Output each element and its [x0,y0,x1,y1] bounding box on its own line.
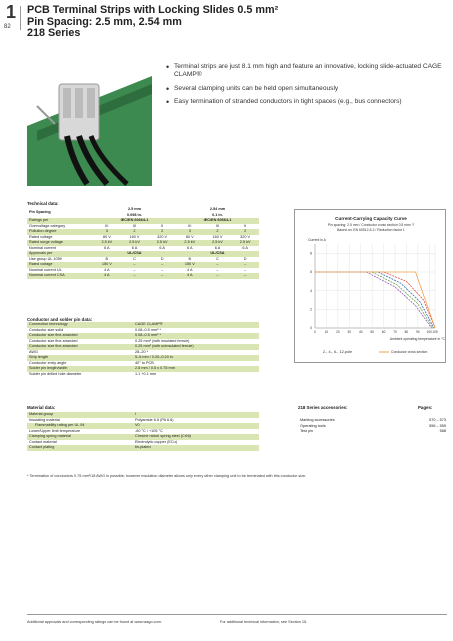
row-value: Chrome nickel spring steel (CrNi) [135,434,191,438]
cell: 6 A [131,245,138,250]
current-capacity-chart [295,210,447,364]
pin-spacing-label: Pin Spacing [29,209,51,214]
ratings-label: Ratings per [29,218,49,222]
cell: – [216,273,219,277]
cell: III [105,223,109,228]
cell: – [133,267,136,272]
row-value: Electrolytic copper (ECu) [135,439,177,444]
cell: 320 V [240,234,251,239]
chart-box [294,209,446,363]
series-line [315,272,435,328]
col-b-sub: 0.1 in. [212,212,223,217]
accessories-table [298,418,448,435]
cell: 2.5 kV [212,240,223,244]
cell: – [133,273,136,277]
cell: III [188,223,192,228]
cell: C [216,256,219,261]
technical-heading: Technical data: [27,201,59,206]
y-tick-label: 8 [310,251,312,256]
accessory-pages[interactable]: 556 – 559 [429,423,446,428]
conductor-table [27,322,259,377]
row-label: Nominal current CSA [29,273,65,277]
row-label: Flammability rating per UL 94 [35,423,85,427]
row-label: Pollution degree [29,229,57,233]
row-label: Strip length [29,355,49,359]
x-tick-label: 80 [404,330,409,334]
cell: 4 A [104,267,110,272]
accessory-pages[interactable]: 570 – 573 [429,418,446,422]
cell: 150 V [184,262,195,266]
series-line [315,272,432,328]
legend-conductor: Conductor cross section [391,350,428,354]
chart-subtitle: Based on: EN 60512-5-2 / Reduction factor 1 [337,228,405,232]
cell: 6 A [242,245,248,250]
row-label: Conductor size fine-stranded [29,333,78,337]
row-label: Insulating material [29,417,60,422]
cell: 2 [133,229,136,233]
material-heading: Material data: [27,405,56,410]
row-value: tin-plated [135,445,151,449]
cell: B [105,256,109,261]
y-axis-label: Current in A [308,238,326,242]
section-number: 1 [6,2,17,22]
col-b-head: 2.54 mm [209,207,226,211]
cell: 6 A [159,245,165,250]
feature-list [166,63,451,112]
chart-ticks [310,252,438,334]
row-value: V0 [135,423,140,427]
row-value: CAGE CLAMP® [135,322,163,326]
row-value: Polyamide 6.6 (PA 6.6) [135,417,174,422]
chart-lines [315,272,435,328]
row-label: Solder pin drilled hole diameter [29,371,82,376]
series-line [315,272,433,328]
row-value: 2.8 mm / 0.5 x 0.75 mm [135,366,175,370]
row-label: Contact material [29,439,57,444]
col-a-head: 2.5 mm [127,207,142,211]
feature-item: • Terminal strips are just 8.1 mm high and feature an innovative, locking slide-actuated CAGE CLAMP® [166,63,451,80]
cell: 2.5 kV [156,240,168,244]
legend-poles: 2-, 4-, 6-, 12-pole [323,350,353,354]
cell: – [244,262,247,266]
approvals-a: UL/CSA [127,251,142,255]
row-label: Connection technology [29,322,68,326]
cell: 3 [105,229,108,233]
footnote: * Termination of conductors 0.75 mm²/18 AWG is possible; however insulation diameter allows only every other clamping unit to be terminated with this conductor size. [27,474,307,478]
title-line: Pin Spacing: 2.5 mm, 2.54 mm [27,15,182,28]
cell: 2 [244,229,247,233]
cell: 3 [188,229,191,233]
x-tick-label: 40 [358,330,363,334]
cell: – [161,262,164,266]
row-label: AWG [29,349,38,354]
row-label: Overvoltage category [29,223,66,228]
row-label: Solder pin length/width [29,366,68,370]
x-axis-label: Ambient operating temperature in °C [389,337,445,341]
pages-heading: Pages: [418,405,433,410]
cell: 160 V [212,234,223,239]
row-label: Conductor size solid [29,327,64,332]
title-line: 218 Series [27,27,81,39]
row-label: Clamping spring material [29,434,71,438]
row-label: Conductor size fine-stranded [29,344,78,348]
x-tick-label: 50 [370,330,374,334]
row-label: Conductor size fine-stranded [29,338,78,343]
cell: 2.5 kV [101,240,113,244]
chart-grid [315,244,435,328]
chart-title: Current-Carrying Capacity Curve [335,216,407,221]
accessory-pages[interactable]: 568 [439,429,446,433]
row-value: 28–20 * [135,349,149,354]
row-label: Contact plating [29,445,55,449]
chart-subtitle: Pin spacing: 2.5 mm / Conductor cross section 0.5 mm² 'f' [327,223,415,227]
y-tick-label: 6 [310,270,312,275]
footer-right: For additional technical information, see Section 15. [220,620,308,624]
accessory-label: Test pin [300,429,314,433]
cell: II [161,223,164,228]
cell: 80 V [185,234,194,239]
row-label: Rated surge voltage [29,240,63,244]
x-tick-label: 70 [393,330,397,334]
conductor-line [315,272,435,328]
row-label: Material group [29,412,54,416]
row-value: I [135,412,137,416]
cell: 2.5 kV [184,240,196,244]
cell: 80 V [102,234,111,239]
cell: 2.5 kV [239,240,251,244]
row-value: 5–6 mm / 0.20–0.24 in. [135,355,174,359]
approvals-label: Approvals per [29,251,53,255]
conductor-heading: Conductor and solder pin data: [27,317,93,322]
ratings-a: IEC/EN 60664-1 [120,218,149,222]
cell: – [161,267,164,272]
accessories-heading: 218 Series accessories: [298,405,348,410]
product-photo [27,66,152,186]
x-tick-label: 100 [426,330,432,334]
row-value: 0.25 mm² (with uninsulated ferrule) [135,344,194,348]
cell: B [188,256,192,261]
cell: III [215,223,220,228]
cell: 6 A [104,245,110,250]
row-value: 0.08–0.5 mm² * [135,327,161,332]
x-tick-label: 105 [432,330,438,334]
cell: 2.5 kV [129,240,140,244]
x-tick-label: 0 [314,330,316,334]
row-value: 1.1 +0.1 mm [135,371,157,376]
page-number: 82 [4,24,11,30]
cell: III [132,223,137,228]
row-label: Rated voltage [29,234,53,239]
row-value: 40° to PCB [135,360,154,365]
cell: – [161,273,164,277]
row-label: Conductor entry angle [29,360,67,365]
x-tick-label: 20 [336,330,340,334]
feature-item: • Several clamping units can be held open simultaneously [166,85,451,93]
accessory-label: Marking accessories [300,418,335,422]
cell: 150 V [101,262,112,266]
series-line [315,272,434,328]
cell: C [133,256,136,261]
row-label: Nominal current UL [29,267,62,272]
x-tick-label: 90 [416,330,420,334]
row-value: -60 °C / +105 °C [135,428,163,433]
cell: – [244,273,247,277]
cell: 6 A [214,245,221,250]
cell: II [244,223,247,228]
footer-left: Additional approvals and corresponding ratings can be found at www.wago.com. [27,620,162,624]
y-tick-label: 0 [310,326,312,331]
y-tick-label: 2 [310,307,312,312]
y-tick-label: 4 [310,288,312,293]
technical-table [27,207,259,279]
cell: 4 A [187,273,193,277]
title-line: PCB Terminal Strips with Locking Slides 0.5 mm² [27,4,279,16]
cell: 2 [216,229,219,233]
cell: 4 A [104,273,110,277]
row-value: 0.25 mm² (with insulated ferrule) [135,338,190,343]
approvals-b: UL/CSA [210,251,225,255]
cell: 160 V [129,234,140,239]
row-label: Use group UL 1059 [29,256,62,261]
cell: – [244,267,247,272]
cell: – [216,267,219,272]
accessory-label: Operating tools [300,423,326,428]
col-a-sub: 0.098 in. [126,212,142,217]
x-tick-label: 10 [324,330,329,334]
footer-rule [27,614,447,615]
row-label: Rated voltage [29,262,53,266]
material-table [27,412,259,451]
cell: 4 A [187,267,193,272]
page-title [27,5,278,40]
cell: 320 V [157,234,168,239]
cell: 6 A [187,245,193,250]
row-label: Lower/Upper limit temperature [29,428,81,433]
row-value: 0.08–0.5 mm² * [135,333,161,337]
cell: D [243,256,247,261]
cell: – [216,262,219,266]
feature-item: • Easy termination of stranded conductors in tight spaces (e.g., bus connectors) [166,98,451,106]
x-tick-label: 60 [381,330,386,334]
x-tick-label: 30 [347,330,352,334]
row-label: Nominal current [29,245,56,250]
cell: D [160,256,164,261]
cell: 2 [161,229,164,233]
header-divider [20,6,21,30]
ratings-b: IEC/EN 60664-1 [203,218,232,222]
cell: – [133,262,136,266]
